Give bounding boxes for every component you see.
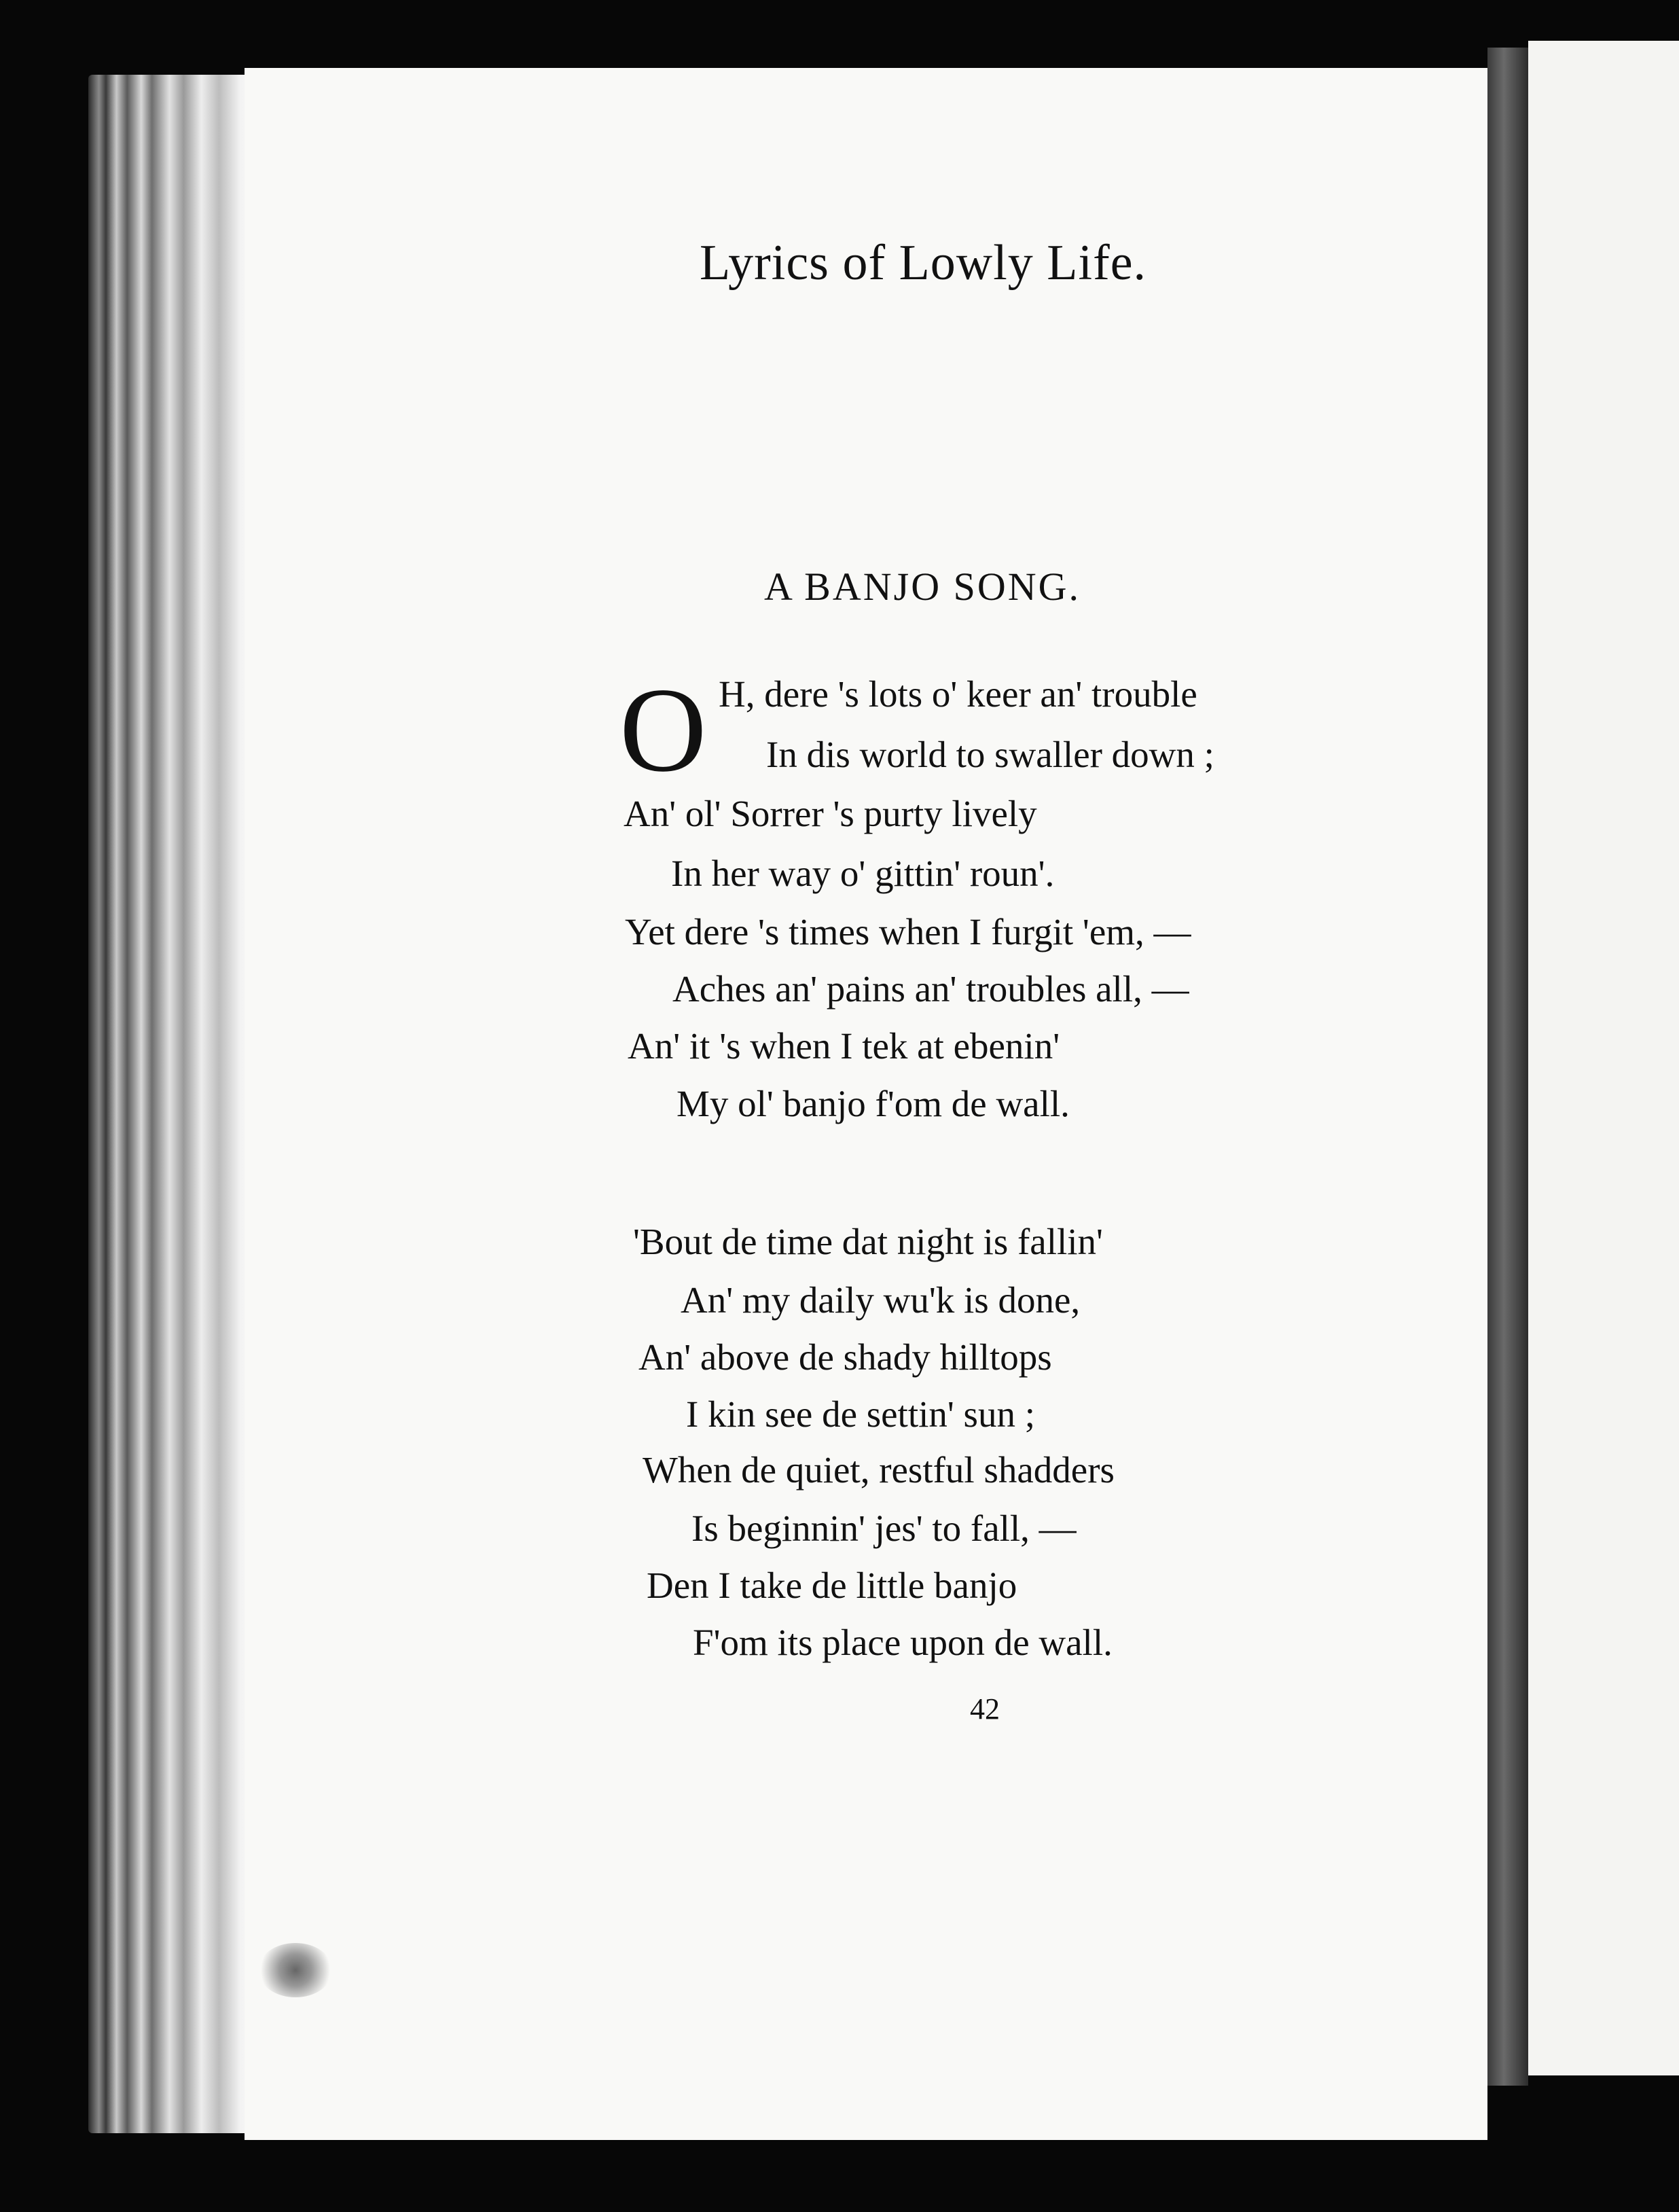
- poem-title: A BANJO SONG.: [764, 565, 1081, 609]
- running-head: Lyrics of Lowly Life.: [700, 235, 1147, 291]
- stanza1-line-7: An' it 's when I tek at ebenin': [628, 1025, 1060, 1067]
- stanza2-line-4: I kin see de settin' sun ;: [686, 1393, 1035, 1435]
- stanza2-line-2: An' my daily wu'k is done,: [681, 1279, 1081, 1321]
- stanza2-line-1: 'Bout de time dat night is fallin': [633, 1221, 1103, 1262]
- stanza1-line-4: In her way o' gittin' roun'.: [671, 853, 1055, 894]
- stanza1-line-3: An' ol' Sorrer 's purty lively: [624, 793, 1037, 834]
- page-number: 42: [970, 1692, 1000, 1726]
- stanza2-line-3: An' above de shady hilltops: [638, 1336, 1052, 1378]
- stanza2-line-7: Den I take de little banjo: [647, 1565, 1017, 1606]
- stanza1-line-8: My ol' banjo f'om de wall.: [676, 1083, 1070, 1124]
- page-edges: [88, 75, 265, 2133]
- drop-cap: O: [619, 662, 707, 797]
- stanza1-line-2: In dis world to swaller down ;: [766, 734, 1214, 775]
- stanza1-line-5: Yet dere 's times when I furgit 'em, —: [625, 911, 1191, 952]
- facing-page-shadow: [1487, 48, 1528, 2086]
- stanza2-line-8: F'om its place upon de wall.: [693, 1622, 1113, 1663]
- stanza1-line-1: H, dere 's lots o' keer an' trouble: [719, 673, 1197, 715]
- stanza1-line-6: Aches an' pains an' troubles all, —: [672, 968, 1189, 1010]
- stanza2-line-5: When de quiet, restful shadders: [643, 1449, 1115, 1491]
- stanza2-line-6: Is beginnin' jes' to fall, —: [691, 1508, 1077, 1549]
- page-smudge: [258, 1943, 333, 1997]
- facing-page: [1528, 41, 1679, 2075]
